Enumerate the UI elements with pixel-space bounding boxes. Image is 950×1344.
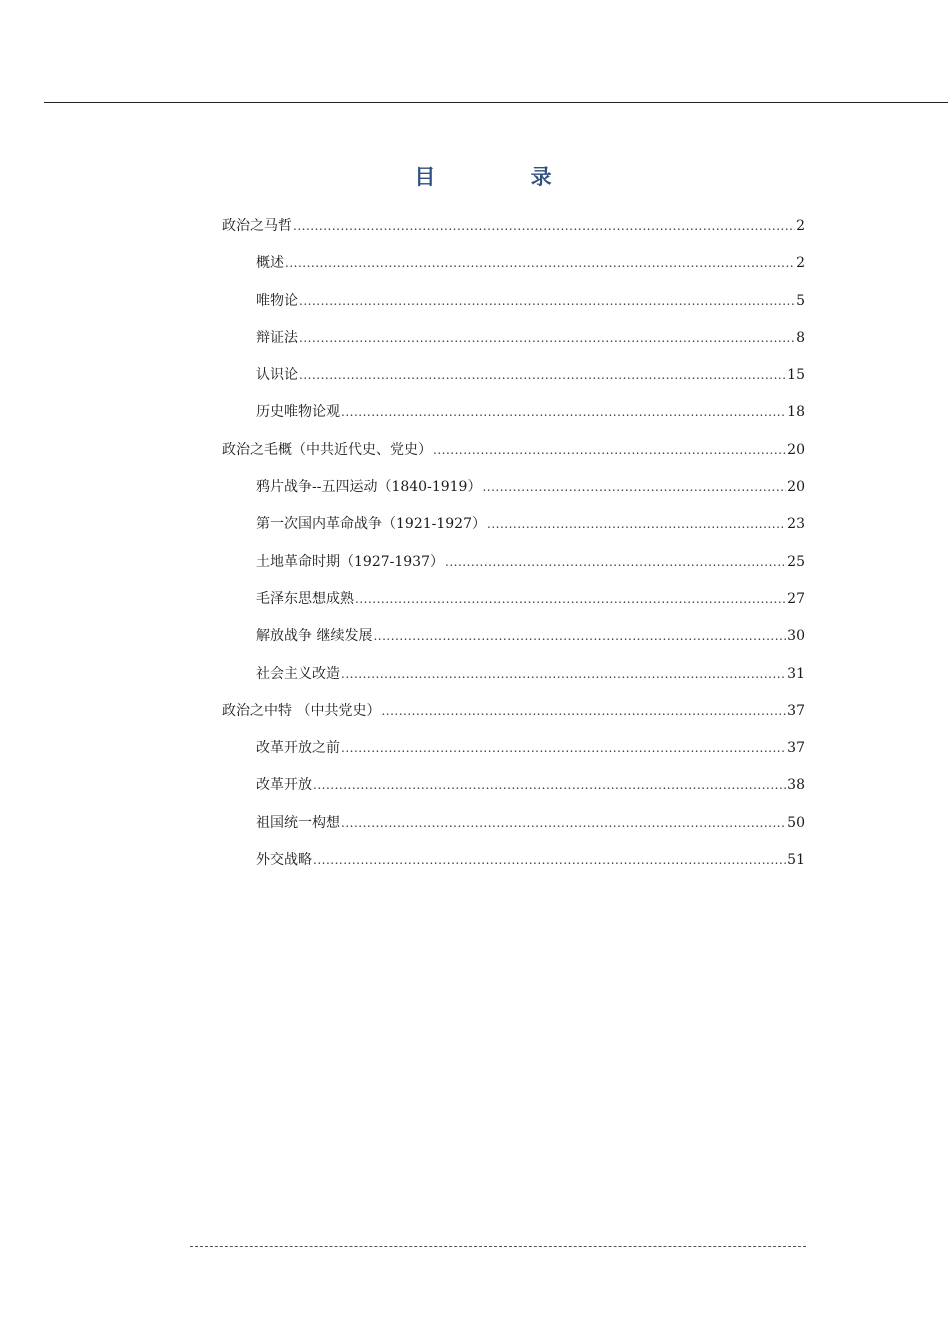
toc-page-number: 8 — [796, 329, 805, 346]
toc-entry-label: 辩证法 — [256, 329, 298, 346]
toc-dot-leader — [445, 544, 786, 581]
toc-dot-leader — [299, 320, 795, 357]
toc-entry-label: 祖国统一构想 — [256, 814, 340, 831]
toc-dot-leader — [355, 581, 786, 618]
toc-dot-leader — [373, 618, 786, 655]
toc-entry-label: 第一次国内革命战争（1921-1927） — [256, 516, 486, 533]
toc-dot-leader — [433, 432, 786, 469]
toc-chapter-entry[interactable] — [222, 693, 805, 730]
toc-page-number: 20 — [787, 441, 805, 458]
toc-page-number: 25 — [787, 553, 805, 570]
toc-section-entry[interactable] — [222, 394, 805, 431]
toc-section-entry[interactable] — [222, 469, 805, 506]
toc-entry-label: 外交战略 — [256, 852, 312, 869]
toc-entry-label: 毛泽东思想成熟 — [256, 590, 354, 607]
toc-section-entry[interactable] — [222, 544, 805, 581]
toc-page-number: 37 — [787, 702, 805, 719]
toc-page-number: 2 — [796, 218, 805, 234]
toc-entry-label: 概述 — [256, 255, 284, 272]
toc-chapter-entry[interactable] — [222, 432, 805, 469]
toc-entry-label: 改革开放之前 — [256, 740, 340, 757]
toc-section-entry[interactable] — [222, 767, 805, 804]
toc-dot-leader — [313, 767, 786, 804]
toc-dot-leader — [381, 693, 786, 730]
toc-page-number: 38 — [787, 777, 805, 794]
toc-entry-label: 认识论 — [256, 367, 298, 384]
toc-entry-label: 政治之毛概（中共近代史、党史） — [222, 441, 432, 458]
toc-entry-label: 社会主义改造 — [256, 665, 340, 682]
toc-dot-leader — [487, 506, 786, 543]
toc-section-entry[interactable] — [222, 357, 805, 394]
toc-entry-label: 政治之马哲 — [222, 218, 292, 234]
toc-section-entry[interactable] — [222, 805, 805, 842]
toc-page-number: 37 — [787, 740, 805, 757]
toc-dot-leader — [313, 842, 786, 879]
toc-dot-leader — [341, 730, 786, 767]
toc-title: 目 录 — [414, 165, 596, 189]
toc-section-entry[interactable] — [222, 320, 805, 357]
toc-page-number: 2 — [796, 255, 805, 272]
toc-dot-leader — [482, 469, 786, 506]
toc-section-entry[interactable] — [222, 842, 805, 879]
toc-dot-leader — [299, 283, 795, 320]
toc-section-entry[interactable] — [222, 618, 805, 655]
toc-dot-leader — [293, 208, 795, 245]
toc-page-number: 27 — [787, 590, 805, 607]
toc-page-number: 51 — [787, 852, 805, 869]
header-rule — [44, 102, 948, 103]
toc-dot-leader — [341, 656, 786, 693]
toc-page-number: 30 — [787, 628, 805, 645]
toc-section-entry[interactable] — [222, 730, 805, 767]
toc-entry-label: 鸦片战争--五四运动（1840-1919） — [256, 479, 482, 496]
toc-page-number: 5 — [796, 292, 805, 309]
toc-entry-label: 解放战争 继续发展 — [256, 628, 373, 645]
toc-entry-label: 历史唯物论观 — [256, 404, 340, 421]
toc-section-entry[interactable] — [222, 506, 805, 543]
toc-section-entry[interactable] — [222, 656, 805, 693]
toc-dot-leader — [299, 357, 786, 394]
toc-list — [222, 208, 805, 879]
toc-page-number: 20 — [787, 479, 805, 496]
toc-entry-label: 政治之中特 （中共党史） — [222, 702, 381, 719]
toc-section-entry[interactable] — [222, 581, 805, 618]
toc-page-number: 23 — [787, 516, 805, 533]
footer-rule — [190, 1246, 806, 1247]
toc-page-number: 31 — [787, 665, 805, 682]
toc-entry-label: 土地革命时期（1927-1937） — [256, 553, 444, 570]
toc-page-number: 18 — [787, 404, 805, 421]
toc-chapter-entry[interactable] — [222, 208, 805, 245]
toc-section-entry[interactable] — [222, 283, 805, 320]
toc-dot-leader — [285, 245, 795, 282]
toc-entry-label: 唯物论 — [256, 292, 298, 309]
toc-page-number: 50 — [787, 814, 805, 831]
toc-dot-leader — [341, 394, 786, 431]
toc-page-number: 15 — [787, 367, 805, 384]
toc-dot-leader — [341, 805, 786, 842]
toc-section-entry[interactable] — [222, 245, 805, 282]
toc-entry-label: 改革开放 — [256, 777, 312, 794]
